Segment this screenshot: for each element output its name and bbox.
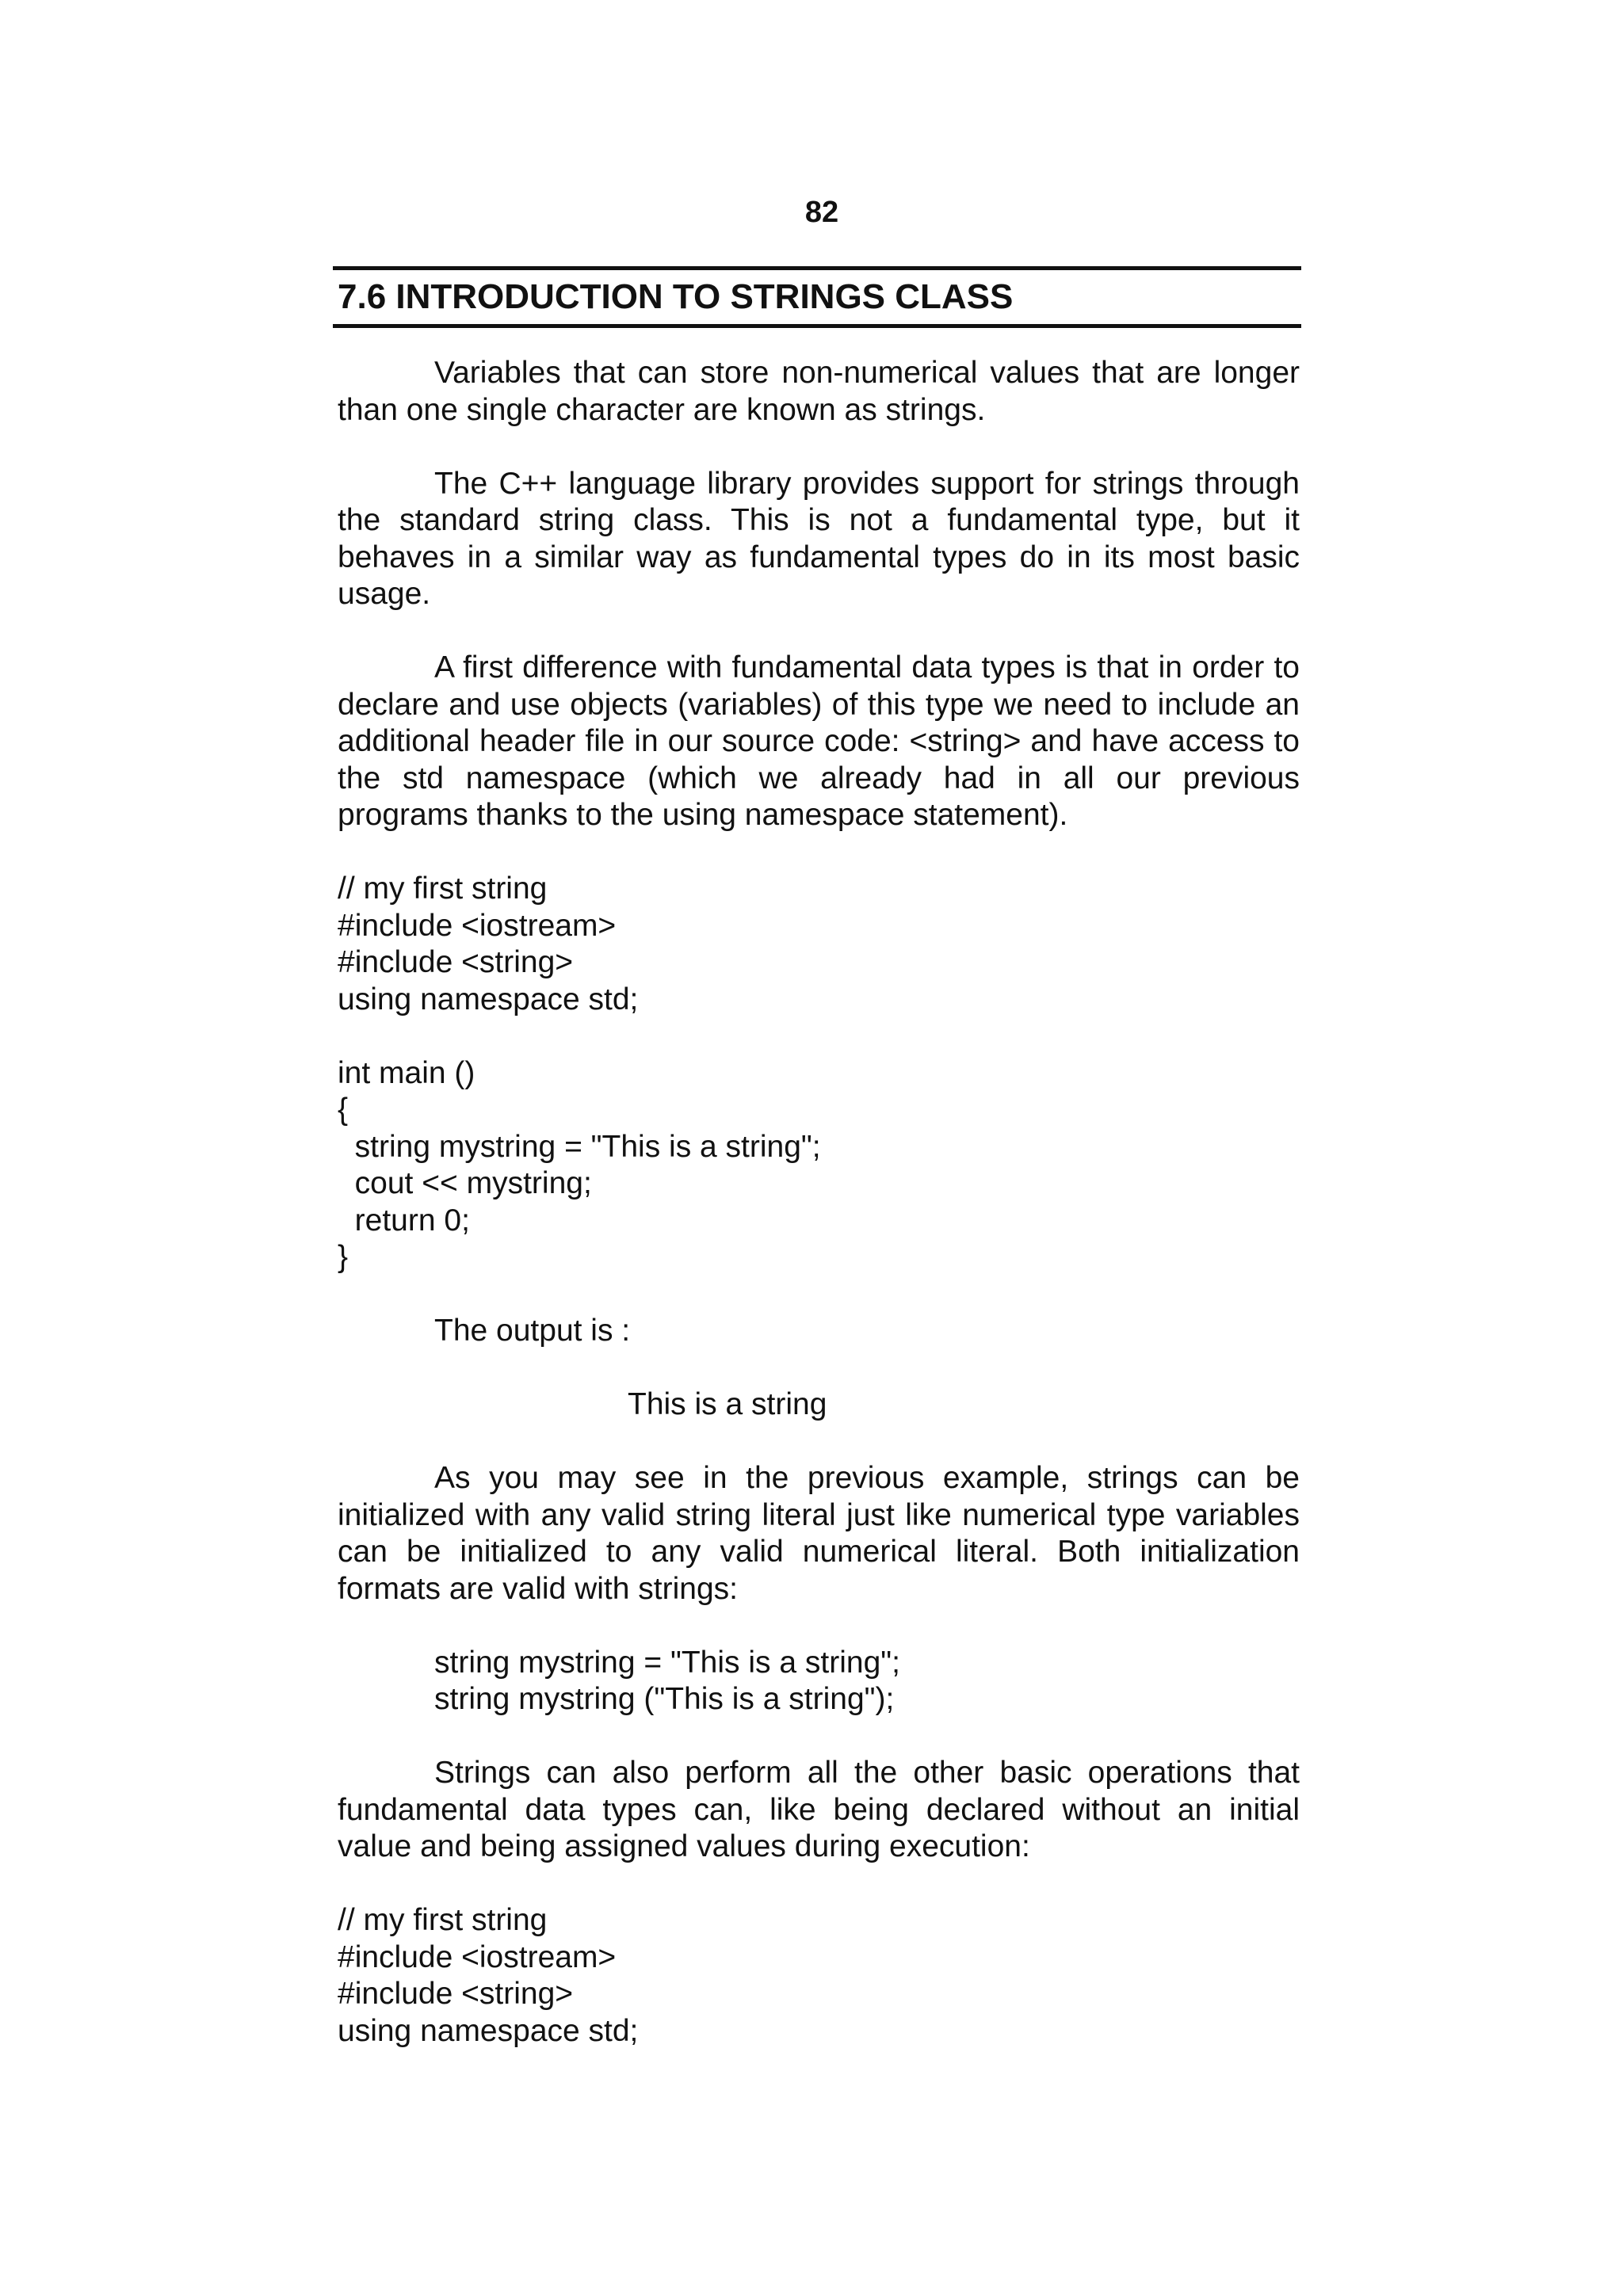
code-block-init-examples xyxy=(338,1645,1300,1718)
code-line: } xyxy=(338,1240,349,1274)
code-line: // my first string xyxy=(338,1903,548,1937)
code-line: { xyxy=(338,1093,349,1127)
code-line: using namespace std; xyxy=(338,2013,639,2048)
paragraph-initialization: As you may see in the previous example, strings can be initialized with any valid string literal just like numerical type variables can be initialized to any valid numerical literal. Both initialization formats are valid with strings: xyxy=(338,1461,1300,1606)
code-block-first-string xyxy=(338,871,1300,1276)
code-line: string mystring ("This is a string"); xyxy=(434,1682,895,1716)
code-line: string mystring = "This is a string"; xyxy=(338,1129,821,1164)
code-line: // my first string xyxy=(338,871,548,906)
code-line: #include <iostream> xyxy=(338,1939,617,1974)
paragraph-header-file: A first difference with fundamental data types is that in order to declare and use objects (variables) of this type we need to include an additional header file in our source code: <string> and have access to the std namespace (which we already had in all our previous programs thanks to the using namespace statement). xyxy=(338,650,1300,832)
section-header xyxy=(333,266,1301,328)
code-line: cout << mystring; xyxy=(338,1166,592,1200)
code-block-second-string xyxy=(338,1902,1300,2050)
code-line: using namespace std; xyxy=(338,982,639,1016)
code-line: string mystring = "This is a string"; xyxy=(434,1645,900,1680)
code-line: #include <string> xyxy=(338,1977,574,2011)
paragraph-basic-operations: Strings can also perform all the other basic operations that fundamental data types can, like being declared without an initial value and being assigned values during execution: xyxy=(338,1756,1300,1863)
code-line: int main () xyxy=(338,1055,475,1090)
output-intro: The output is : xyxy=(434,1314,631,1348)
code-line: #include <iostream> xyxy=(338,908,617,943)
code-line: return 0; xyxy=(338,1203,470,1238)
paragraph-string-class-support: The C++ language library provides support for strings through the standard string class. This is not a fundamental type, but it behaves in a similar way as fundamental types do in its most basic usage. xyxy=(338,466,1300,611)
output-value: This is a string xyxy=(628,1387,827,1421)
section-title: 7.6 INTRODUCTION TO STRINGS CLASS xyxy=(338,277,1014,316)
paragraph-strings-definition: Variables that can store non-numerical values that are longer than one single character are known as strings. xyxy=(338,356,1300,427)
page-content xyxy=(338,355,1300,2087)
code-line: #include <string> xyxy=(338,945,574,979)
page-number: 82 xyxy=(804,196,839,229)
code-line xyxy=(338,1018,1300,1055)
